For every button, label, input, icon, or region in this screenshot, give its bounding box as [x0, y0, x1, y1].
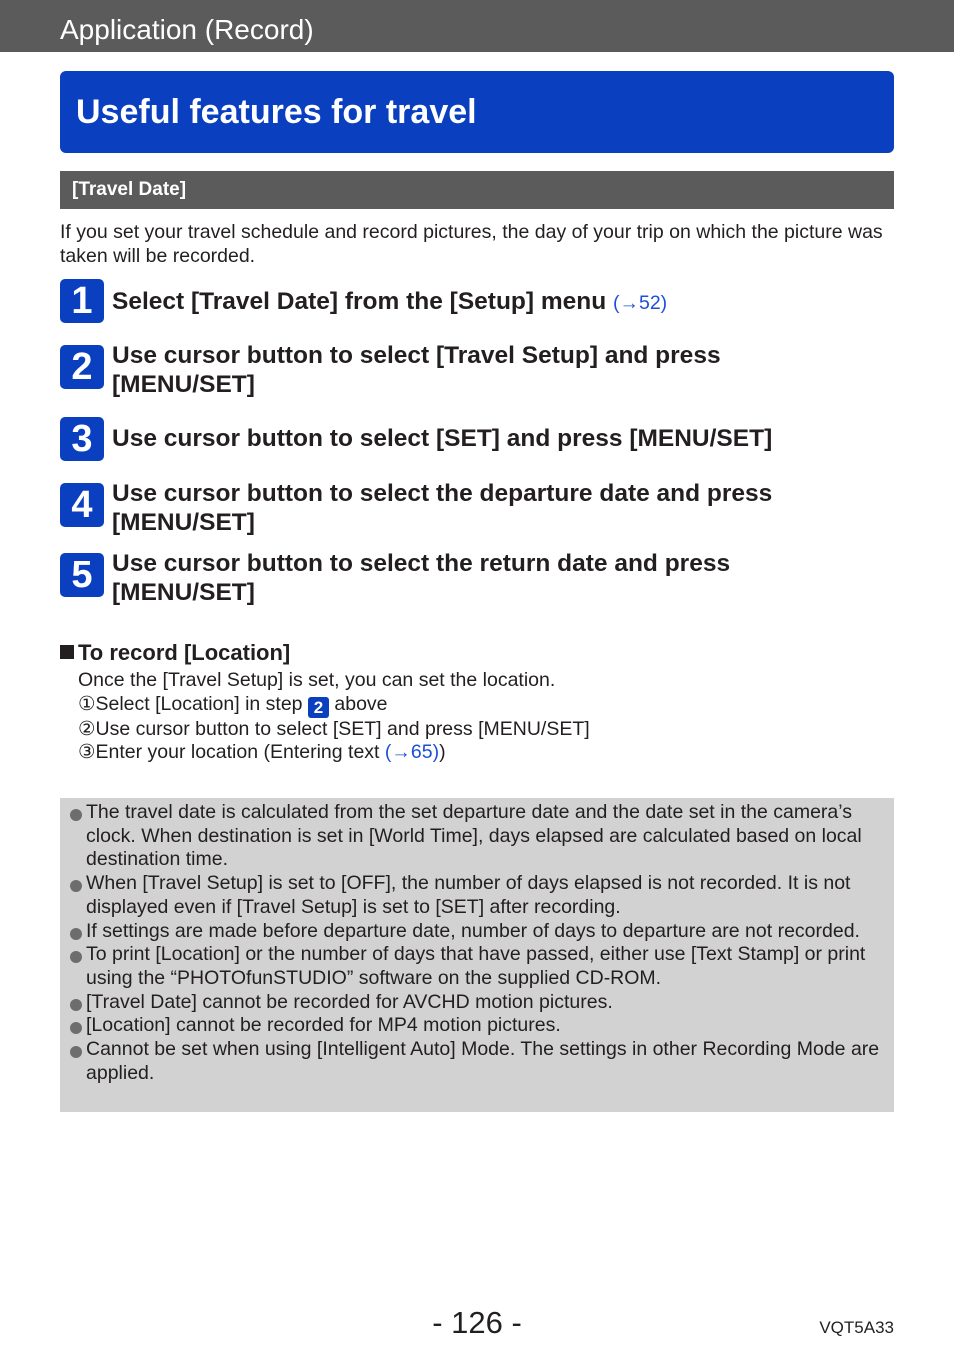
note-text: To print [Location] or the number of days that have passed, either use [Text Stamp] or print using the “PHOTOfunSTUDIO” software on the supplied CD-ROM.	[86, 943, 866, 989]
step-number-1: 1	[60, 279, 104, 323]
step-number-3: 3	[60, 417, 104, 461]
location-item-1-text: ①Select [Location] in step	[78, 692, 303, 715]
bullet-dot-icon	[70, 999, 82, 1011]
note-item	[68, 1038, 880, 1085]
step-2-line-1: Use cursor button to select [Travel Setup] and press	[112, 342, 721, 369]
step-number-5: 5	[60, 553, 104, 597]
note-item	[68, 801, 880, 872]
page-title: Useful features for travel	[76, 93, 477, 131]
notes-box	[60, 798, 894, 1112]
note-text: [Location] cannot be recorded for MP4 motion pictures.	[86, 1014, 561, 1037]
bullet-dot-icon	[70, 809, 82, 821]
location-item-3-text: ③Enter your location (Entering text	[78, 741, 380, 764]
location-intro: Once the [Travel Setup] is set, you can set the location.	[78, 669, 556, 691]
top-header-bar	[0, 0, 954, 52]
step-2-badge: 2	[308, 697, 329, 718]
note-text: [Travel Date] cannot be recorded for AVCHD motion pictures.	[86, 990, 613, 1013]
page-ref-link-65[interactable]: (→65)	[384, 741, 440, 764]
intro-paragraph: If you set your travel schedule and record pictures, the day of your trip on which the picture was taken will be recorded.	[60, 221, 883, 267]
page-title-banner	[60, 71, 894, 153]
location-item-3-suffix: )	[439, 741, 446, 764]
note-text: If settings are made before departure date, number of days to departure are not recorded.	[86, 919, 860, 942]
step-1-label: Select [Travel Date] from the [Setup] menu	[112, 288, 607, 315]
location-item-2: ②Use cursor button to select [SET] and press [MENU/SET]	[78, 717, 590, 740]
section-title: [Travel Date]	[72, 179, 187, 200]
note-item	[68, 920, 880, 944]
step-text-4	[112, 479, 894, 537]
bullet-dot-icon	[70, 928, 82, 940]
note-text: When [Travel Setup] is set to [OFF], the number of days elapsed is not recorded. It is not displayed even if [Travel Setup] is set to [SET] after recording.	[86, 872, 851, 918]
note-item	[68, 991, 880, 1015]
bullet-dot-icon	[70, 1046, 82, 1058]
header-section-label: Application (Record)	[60, 14, 314, 45]
step-text-5	[112, 549, 894, 607]
bullet-dot-icon	[70, 880, 82, 892]
square-bullet-icon	[60, 645, 74, 659]
location-item-3	[78, 741, 590, 765]
step-5-line-2: [MENU/SET]	[112, 579, 255, 606]
note-item	[68, 872, 880, 919]
location-instructions	[78, 669, 590, 765]
step-text-2	[112, 341, 894, 399]
note-item	[68, 1014, 880, 1038]
step-number-4: 4	[60, 483, 104, 527]
step-4-line-1: Use cursor button to select the departure date and press	[112, 480, 773, 507]
note-text: The travel date is calculated from the set departure date and the date set in the camera’s clock. When destination is set in [World Time], days elapsed are calculated based on local destination time.	[86, 801, 862, 871]
bullet-dot-icon	[70, 1022, 82, 1034]
note-text: Cannot be set when using [Intelligent Auto] Mode. The settings in other Recording Mode are applied.	[86, 1038, 880, 1084]
location-heading	[60, 640, 290, 666]
step-2-line-2: [MENU/SET]	[112, 371, 255, 398]
location-heading-text: To record [Location]	[78, 640, 291, 665]
bullet-dot-icon	[70, 951, 82, 963]
location-item-1	[78, 693, 590, 718]
section-header	[60, 171, 894, 209]
step-text-3: Use cursor button to select [SET] and press [MENU/SET]	[112, 425, 773, 452]
page-ref-link-52[interactable]: (→52)	[613, 292, 668, 314]
page-number: - 126 -	[432, 1305, 522, 1340]
location-item-1-suffix: above	[334, 692, 388, 715]
step-number-2: 2	[60, 345, 104, 389]
model-code: VQT5A33	[819, 1318, 894, 1337]
step-4-line-2: [MENU/SET]	[112, 509, 255, 536]
step-5-line-1: Use cursor button to select the return date and press	[112, 550, 731, 577]
step-text-1	[112, 287, 894, 318]
note-item	[68, 943, 880, 990]
